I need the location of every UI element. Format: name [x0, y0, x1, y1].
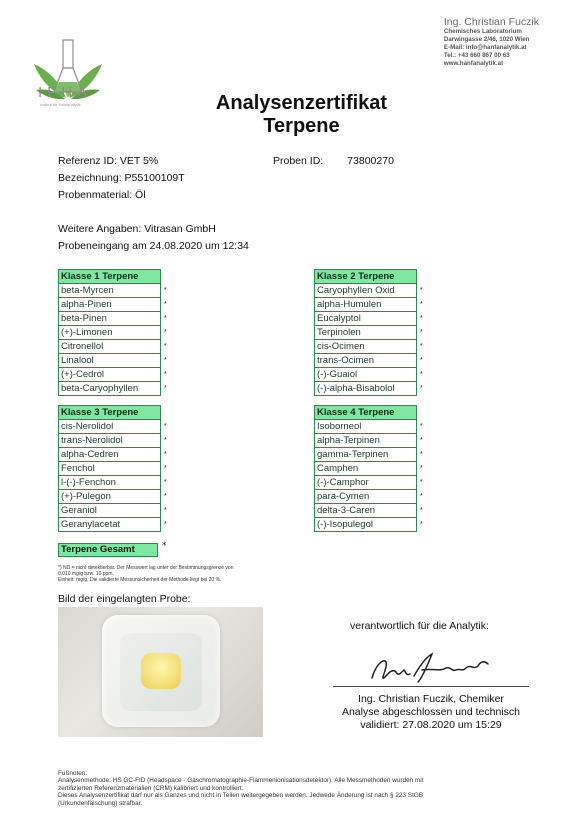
- table-row: delta-3-Caren *: [315, 504, 447, 518]
- probeneingang: Probeneingang am 24.08.2020 um 12:34: [58, 240, 249, 252]
- address-line: E-Mail: info@hanfanalytik.at: [443, 44, 527, 51]
- table-row: Linalool *: [59, 354, 191, 368]
- table-row: (+)-Cedrol *: [59, 368, 191, 382]
- table-row: alpha-Humulen *: [315, 298, 447, 312]
- table-row: (+)-Limonen *: [59, 326, 191, 340]
- table-row: alpha-Pinen *: [59, 298, 191, 312]
- table-klasse-3: [58, 405, 191, 532]
- signer-block: [333, 693, 529, 732]
- table-row: (-)-Guaiol *: [315, 368, 447, 382]
- logo-text: IFHA: [38, 84, 93, 101]
- terpene-gesamt-value: *: [162, 541, 167, 551]
- table-row: gamma-Terpinen *: [315, 448, 447, 462]
- table-row: alpha-Terpinen *: [315, 434, 447, 448]
- table-klasse-2: [314, 269, 447, 396]
- table-row: (+)-Pulegon *: [59, 490, 191, 504]
- table-row: (-)-Isopulegol *: [315, 518, 447, 532]
- address-line: Darwingasse 2/46, 1020 Wien: [443, 36, 530, 43]
- table-row: (-)-alpha-Bisabolol *: [315, 382, 447, 396]
- signer-status: Analyse abgeschlossen und technisch: [341, 706, 521, 718]
- table-row: trans-Ocimen *: [315, 354, 447, 368]
- proben-id-label: Proben ID:: [273, 155, 324, 167]
- address-line: Tel.: +43 660 867 00 63: [443, 52, 510, 59]
- lab-name: Ing. Christian Fuczik: [443, 16, 539, 28]
- table-row: Fenchol *: [59, 462, 191, 476]
- table-row: Terpinolen *: [315, 326, 447, 340]
- bezeichnung: Bezeichnung: P55100109T: [58, 172, 185, 184]
- table-row: Geranylacetat *: [59, 518, 191, 532]
- table-row: Citronellol *: [59, 340, 191, 354]
- signer-validated: validiert: 27.08.2020 um 15:29: [360, 719, 502, 731]
- table-row: para-Cymen *: [315, 490, 447, 504]
- table-row: trans-Nerolidol *: [59, 434, 191, 448]
- table-header: Klasse 4 Terpene: [315, 406, 417, 420]
- document-title: [0, 92, 583, 137]
- table-row: beta-Caryophyllen *: [59, 382, 191, 396]
- weitere-angaben: Weitere Angaben: Vitrasan GmbH: [58, 223, 216, 235]
- table-header: Klasse 3 Terpene: [59, 406, 161, 420]
- table-row: Isoborneol *: [315, 420, 447, 434]
- table-header: Klasse 1 Terpene: [59, 270, 161, 284]
- probenmaterial: Probenmaterial: Öl: [58, 189, 146, 201]
- sample-photo: [58, 607, 263, 737]
- table-row: Camphen *: [315, 462, 447, 476]
- footnotes: Fußnoten: Analysenmethode: HS GC-FID (Headspace - Gaschromatographie-Flammenionisationsdetektor). Alle Messmethoden wurden mit zertifizierten Referenzmaterialien (CRM) kalibriert und kontrolliert. Dieses Analysenzertifikat darf nur als Ganzes und nicht in Teilen weitergegeben werden. Jedwede Änderung ist nach § 223 StGB (Urkundenfälschung) strafbar.: [58, 770, 538, 807]
- title-line-1: Analysenzertifikat: [215, 92, 388, 114]
- table-row: cis-Ocimen *: [315, 340, 447, 354]
- lab-address: [444, 16, 539, 68]
- signer-name: Ing. Christian Fuczik, Chemiker: [358, 693, 504, 705]
- table-row: Caryophyllen Oxid *: [315, 284, 447, 298]
- responsible-label: verantwortlich für die Analytik:: [350, 620, 489, 632]
- table-row: beta-Pinen *: [59, 312, 191, 326]
- table-klasse-1: [58, 269, 191, 396]
- table-row: (-)-Camphor *: [315, 476, 447, 490]
- table-row: Eucalyptol *: [315, 312, 447, 326]
- referenz-id: Referenz ID: VET 5%: [58, 155, 159, 167]
- table-klasse-4: [314, 405, 447, 532]
- sample-photo-label: Bild der eingelangten Probe:: [58, 593, 191, 605]
- table-row: cis-Nerolidol *: [59, 420, 191, 434]
- address-line: www.hanfanalytik.at: [443, 60, 504, 67]
- proben-id: [273, 155, 394, 167]
- signature-icon: [362, 648, 502, 688]
- terpene-gesamt-label: Terpene Gesamt: [58, 543, 158, 557]
- table-row: beta-Myrcen *: [59, 284, 191, 298]
- logo-subtext: Institut für Hanfanalytik: [40, 102, 81, 107]
- table-row: Geraniol *: [59, 504, 191, 518]
- title-line-2: Terpene: [263, 115, 340, 137]
- proben-id-value: 73800270: [347, 155, 394, 167]
- table-row: alpha-Cedren *: [59, 448, 191, 462]
- table-header: Klasse 2 Terpene: [315, 270, 417, 284]
- footnotes-title: Fußnoten:: [58, 770, 88, 777]
- address-line: Chemisches Laboratorium: [443, 28, 522, 35]
- signature-line: [333, 686, 529, 687]
- measurement-notes: *) ND = nicht detektierbar. Der Messwert lag unter der Bestimmungsgrenze von 0,010 mg/g bzw. 10 ppm. Einheit: mg/g. Die validierte Messunsicherheit der Methode liegt bei 20 %.: [58, 565, 234, 583]
- table-row: l-(-)-Fenchon *: [59, 476, 191, 490]
